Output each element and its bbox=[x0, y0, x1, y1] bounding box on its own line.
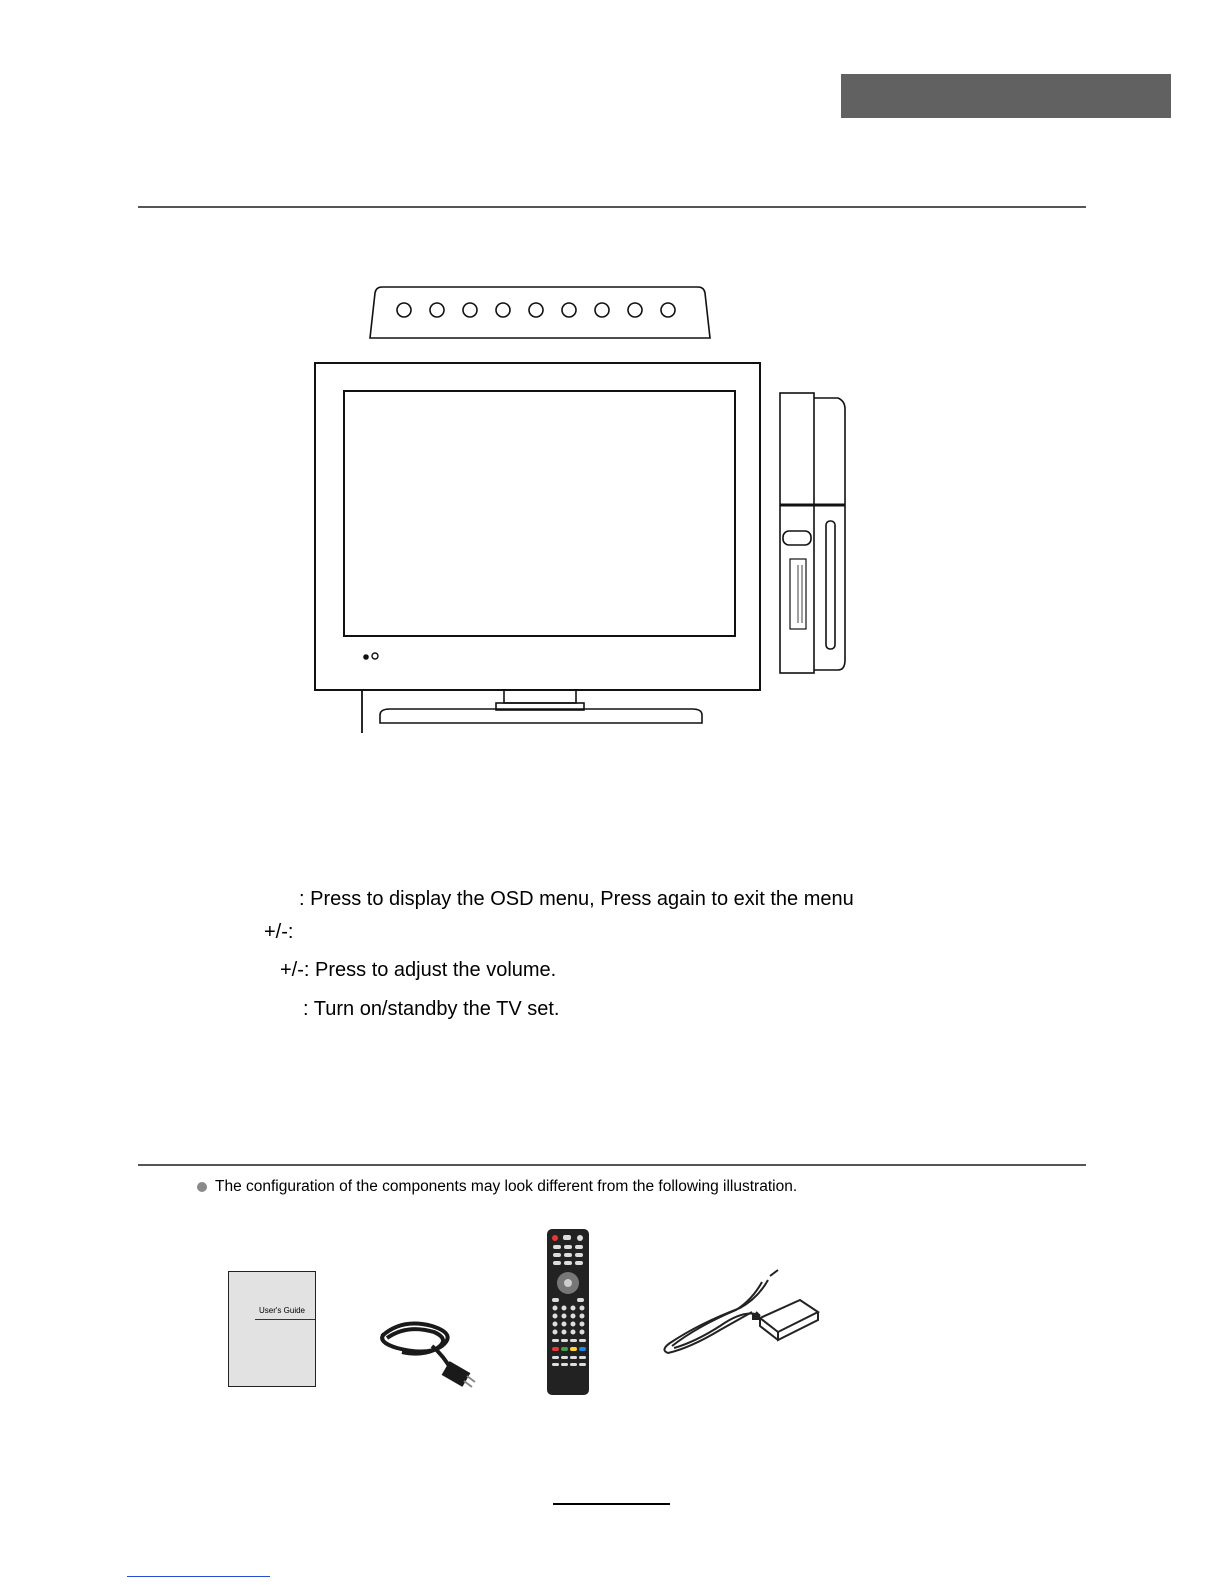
tv-side-view bbox=[780, 393, 845, 673]
footer-link-underline bbox=[127, 1576, 270, 1577]
control-power-description: : Turn on/standby the TV set. bbox=[303, 998, 560, 1020]
control-volume-description: +/-: Press to adjust the volume. bbox=[280, 959, 557, 981]
tv-illustration bbox=[300, 275, 860, 745]
section-header-bar bbox=[841, 74, 1171, 118]
tv-screen bbox=[344, 391, 735, 636]
control-channel-description: +/-: bbox=[264, 921, 294, 943]
users-guide-label: User's Guide bbox=[259, 1306, 305, 1315]
panel-buttons bbox=[397, 303, 675, 317]
users-guide-booklet bbox=[228, 1271, 316, 1387]
page-number-underline bbox=[553, 1503, 670, 1505]
ac-adapter-icon bbox=[660, 1268, 825, 1368]
tv-frame bbox=[315, 363, 760, 690]
bottom-divider bbox=[138, 1164, 1086, 1166]
accessories-note-text: The configuration of the components may look different from the following illustration. bbox=[215, 1178, 798, 1195]
stand-neck bbox=[504, 690, 576, 703]
top-button-panel bbox=[370, 287, 710, 338]
stand-base bbox=[380, 709, 702, 723]
power-cord-icon bbox=[372, 1316, 482, 1391]
accessories-note bbox=[197, 1178, 797, 1196]
remote-control-icon bbox=[545, 1228, 591, 1396]
control-menu-description: : Press to display the OSD menu, Press again to exit the menu bbox=[299, 888, 854, 910]
bullet-icon bbox=[197, 1182, 207, 1192]
top-divider bbox=[138, 206, 1086, 208]
